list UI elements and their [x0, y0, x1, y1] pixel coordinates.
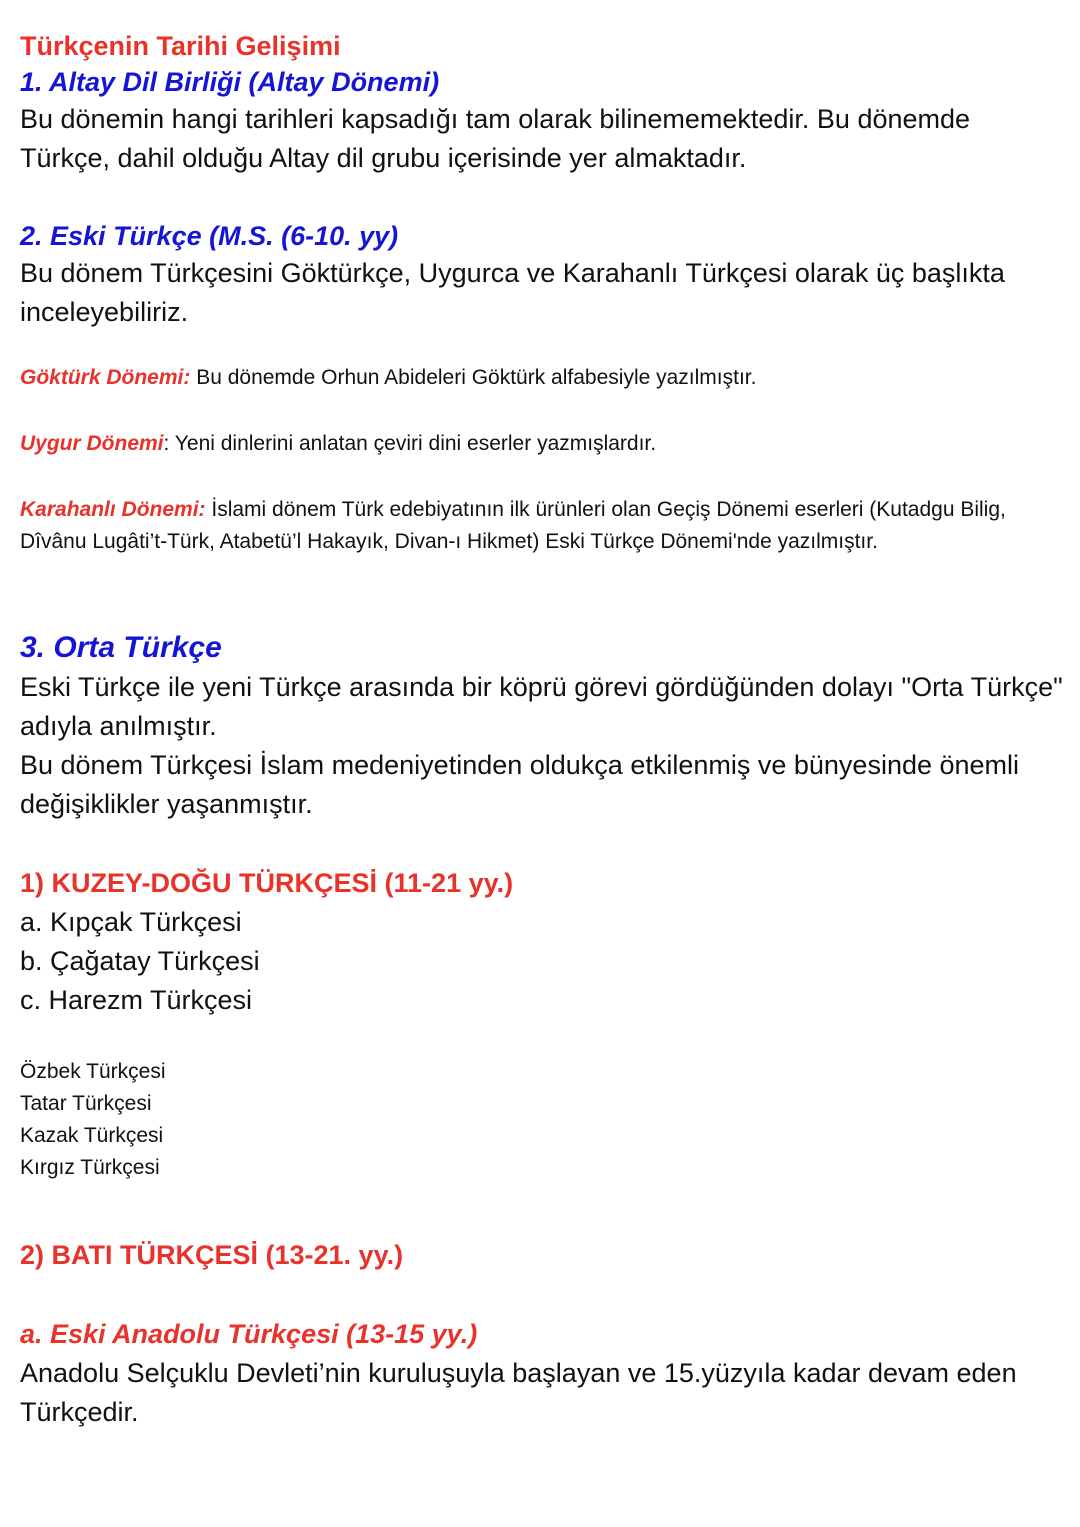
list-item: b. Çağatay Türkçesi — [20, 946, 260, 976]
list-item: Kırgız Türkçesi — [20, 1156, 160, 1179]
period-karahanli — [20, 494, 1065, 558]
section2-text: Bu dönem Türkçesini Göktürkçe, Uygurca ve Karahanlı Türkçesi olarak üç başlıkta inceleyebiliriz. — [20, 258, 1005, 327]
kuzey-dogu-heading: 1) KUZEY-DOĞU TÜRKÇESİ (11-21 yy.) — [20, 868, 514, 898]
eski-anadolu-text: Anadolu Selçuklu Devleti’nin kuruluşuyla başlayan ve 15.yüzyıla kadar devam eden Türkçedir. — [20, 1358, 1017, 1427]
list-item: a. Kıpçak Türkçesi — [20, 907, 242, 937]
period-gokturk-text: Bu dönemde Orhun Abideleri Göktürk alfabesiyle yazılmıştır. — [190, 366, 757, 389]
period-karahanli-label: Karahanlı Dönemi: — [20, 498, 206, 521]
period-uygur-text: : Yeni dinlerini anlatan çeviri dini eserler yazmışlardır. — [163, 432, 657, 455]
list-item: Kazak Türkçesi — [20, 1124, 164, 1147]
section3-text2: Bu dönem Türkçesi İslam medeniyetinden oldukça etkilenmiş ve bünyesinde önemli değişiklikler yaşanmıştır. — [20, 750, 1020, 819]
kuzey-dogu-sub-list — [20, 1056, 1065, 1184]
section3-heading: 3. Orta Türkçe — [20, 631, 222, 664]
list-item: c. Harezm Türkçesi — [20, 985, 253, 1015]
section1-text: Bu dönemin hangi tarihleri kapsadığı tam olarak bilinememektedir. Bu dönemde Türkçe, dahil olduğu Altay dil grubu içerisinde yer almaktadır. — [20, 104, 971, 173]
bati-heading: 2) BATI TÜRKÇESİ (13-21. yy.) — [20, 1240, 404, 1270]
period-gokturk — [20, 362, 1065, 394]
section1-heading: 1. Altay Dil Birliği (Altay Dönemi) — [20, 67, 440, 97]
kuzey-dogu-list — [20, 903, 1065, 1020]
list-item: Özbek Türkçesi — [20, 1060, 166, 1083]
period-gokturk-label: Göktürk Dönemi: — [20, 366, 191, 389]
section3-text1: Eski Türkçe ile yeni Türkçe arasında bir köprü görevi gördüğünden dolayı "Orta Türkçe" adıyla anılmıştır. — [20, 672, 1063, 741]
section2-heading: 2. Eski Türkçe (M.S. (6-10. yy) — [20, 221, 399, 251]
eski-anadolu-heading: a. Eski Anadolu Türkçesi (13-15 yy.) — [20, 1319, 478, 1349]
document-title: Türkçenin Tarihi Gelişimi — [20, 31, 341, 61]
period-uygur-label: Uygur Dönemi — [20, 432, 164, 455]
document-page — [20, 28, 1065, 1432]
period-karahanli-text: İslami dönem Türk edebiyatının ilk ürünleri olan Geçiş Dönemi eserleri (Kutadgu Bilig, Dîvânu Lugâti’t-Türk, Atabetü’l Hakayık, Divan-ı Hikmet) Eski Türkçe Dönemi'nde yazılmıştır. — [20, 498, 1006, 553]
period-uygur — [20, 428, 1065, 460]
list-item: Tatar Türkçesi — [20, 1092, 152, 1115]
